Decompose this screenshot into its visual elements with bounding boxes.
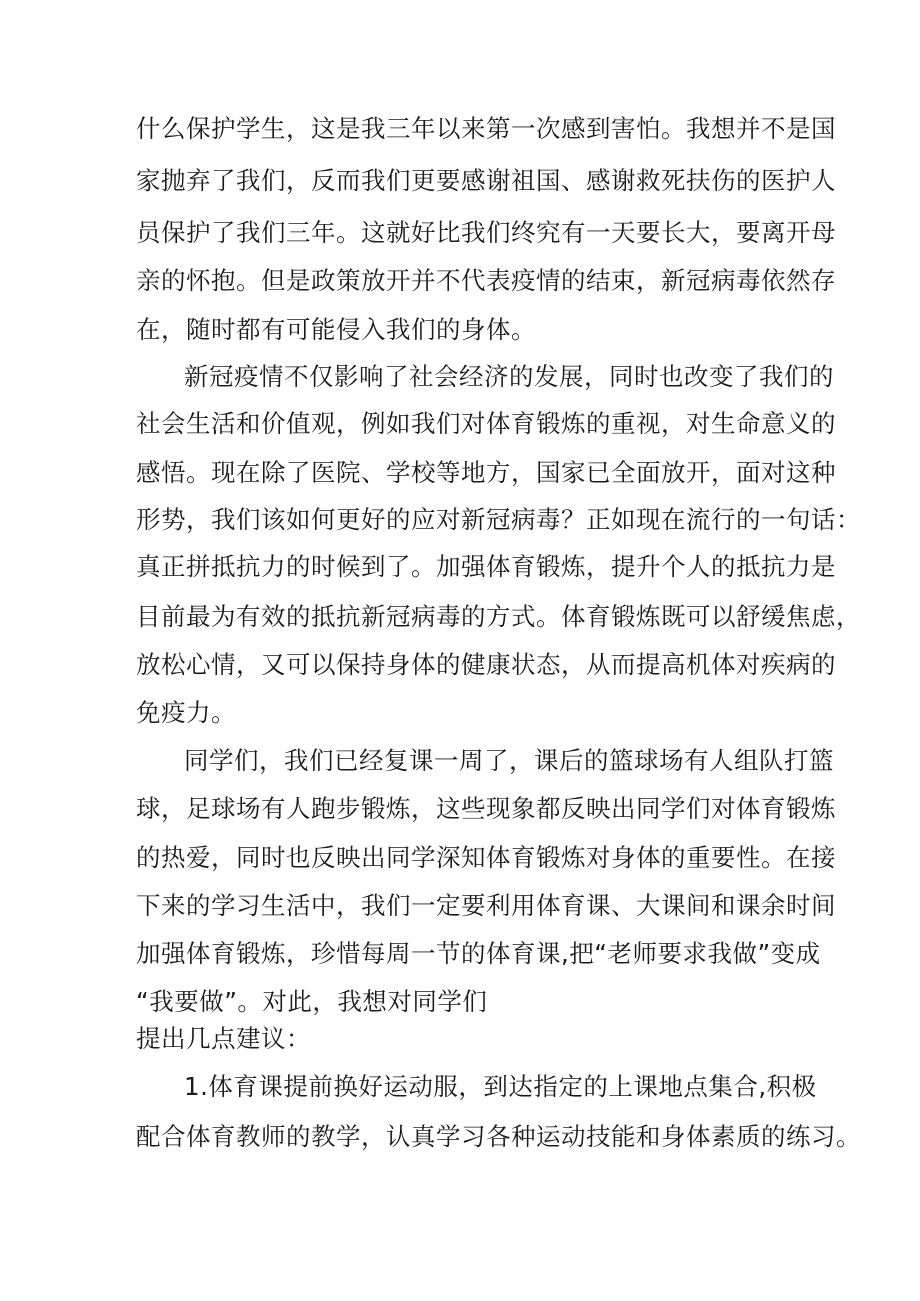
- text-line: 社会生活和价值观，例如我们对体育锻炼的重视，对生命意义的: [136, 409, 836, 438]
- text-line: 免疫力。: [136, 698, 236, 727]
- text-line: 的热爱，同时也反映出同学深知体育锻炼对身体的重要性。在接: [136, 843, 836, 872]
- text-line: 球，足球场有人跑步锻炼，这些现象都反映出同学们对体育锻炼: [136, 794, 836, 823]
- text-line: 家抛弃了我们，反而我们更要感谢祖国、感谢救死扶伤的医护人: [136, 166, 836, 195]
- text-line: 配合体育教师的教学，认真学习各种运动技能和身体素质的练习。: [136, 1122, 861, 1151]
- text-line: 员保护了我们三年。这就好比我们终究有一天要长大，要离开母: [136, 218, 836, 247]
- text-line: 什么保护学生，这是我三年以来第一次感到害怕。我想并不是国: [136, 114, 836, 143]
- text-line: 加强体育锻炼，珍惜每周一节的体育课,把“老师要求我做”变成: [136, 939, 821, 968]
- text-line: 真正拼抵抗力的时候到了。加强体育锻炼，提升个人的抵抗力是: [136, 552, 836, 581]
- text-line: 下来的学习生活中，我们一定要利用体育课、大课间和课余时间: [136, 891, 836, 920]
- text-line: 感悟。现在除了医院、学校等地方，国家已全面放开，面对这种: [136, 458, 836, 487]
- text-line: 目前最为有效的抵抗新冠病毒的方式。体育锻炼既可以舒缓焦虑，: [136, 602, 861, 631]
- text-line: “我要做”。对此，我想对同学们: [136, 987, 488, 1016]
- text-line: 亲的怀抱。但是政策放开并不代表疫情的结束，新冠病毒依然存: [136, 266, 836, 295]
- text-line: 放松心情，又可以保持身体的健康状态，从而提高机体对疾病的: [136, 650, 836, 679]
- paragraph-first-line: 新冠疫情不仅影响了社会经济的发展，同时也改变了我们的: [184, 362, 834, 391]
- text-line: 提出几点建议：: [136, 1024, 311, 1053]
- list-item-first-line: 1.体育课提前换好运动服，到达指定的上课地点集合,积极: [184, 1072, 817, 1101]
- paragraph-first-line: 同学们，我们已经复课一周了，课后的篮球场有人组队打篮: [184, 746, 834, 775]
- text-line: 在，随时都有可能侵入我们的身体。: [136, 315, 536, 344]
- text-line: 形势，我们该如何更好的应对新冠病毒？正如现在流行的一句话：: [136, 505, 861, 534]
